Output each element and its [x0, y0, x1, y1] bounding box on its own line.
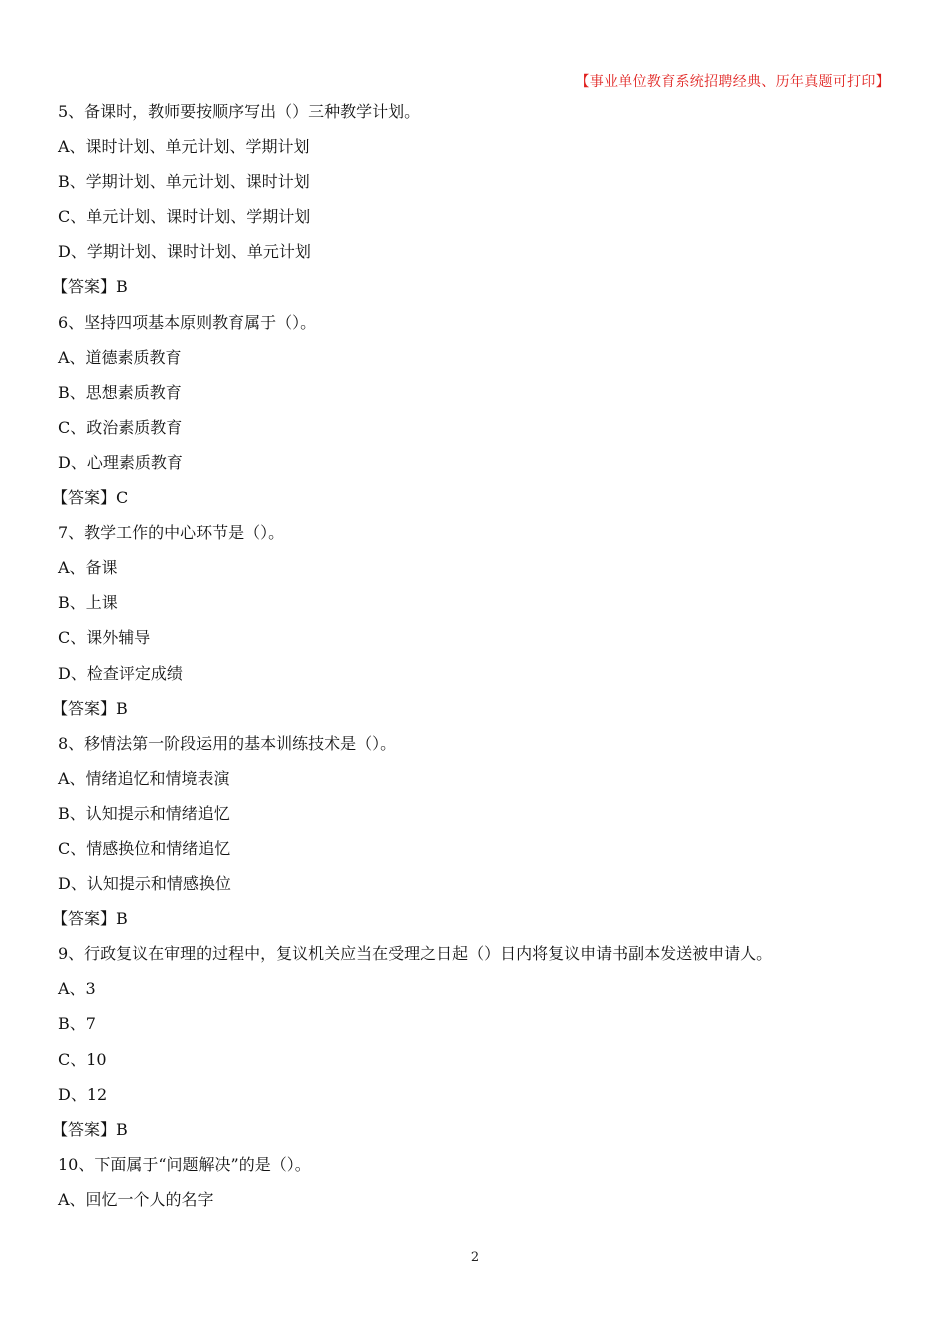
question-8-option-c: C、情感换位和情绪追忆: [58, 838, 231, 858]
question-8-option-b: B、认知提示和情绪追忆: [58, 803, 230, 823]
question-7-option-c: C、课外辅导: [58, 628, 151, 648]
question-8-answer: 【答案】B: [52, 909, 128, 929]
question-5-stem: 5、备课时，教师要按顺序写出（）三种教学计划。: [58, 102, 421, 121]
question-list: [52, 98, 898, 1221]
question-6-option-d: D、心理素质教育: [58, 452, 183, 472]
question-7-option-a: A、备课: [58, 558, 118, 578]
question-6-option-b: B、思想素质教育: [58, 382, 182, 402]
question-9-option-a: A、3: [58, 979, 96, 999]
question-5-answer: 【答案】B: [52, 277, 128, 297]
question-9-option-d: D、12: [58, 1084, 108, 1104]
question-10-stem: 10、下面属于“问题解决”的是（）。: [58, 1154, 311, 1174]
question-6-stem: 6、坚持四项基本原则教育属于（）。: [58, 312, 317, 332]
question-5-option-c: C、单元计划、课时计划、学期计划: [58, 207, 311, 227]
question-5-option-a: A、课时计划、单元计划、学期计划: [58, 137, 310, 157]
question-9-option-c: C、10: [58, 1049, 107, 1069]
header-note: 【事业单位教育系统招聘经典、历年真题可打印】: [575, 74, 890, 90]
question-7-option-b: B、上课: [58, 593, 118, 613]
question-8-option-a: A、情绪追忆和情境表演: [58, 768, 230, 788]
question-5-option-d: D、学期计划、课时计划、单元计划: [58, 242, 311, 262]
question-9-answer: 【答案】B: [52, 1119, 128, 1139]
question-8-option-d: D、认知提示和情感换位: [58, 874, 231, 894]
question-5-option-b: B、学期计划、单元计划、课时计划: [58, 172, 310, 192]
question-7-answer: 【答案】B: [52, 698, 128, 718]
question-6-option-c: C、政治素质教育: [58, 417, 183, 437]
question-9-option-b: B、7: [58, 1014, 96, 1034]
question-7-stem: 7、教学工作的中心环节是（）。: [58, 523, 285, 543]
question-6-option-a: A、道德素质教育: [58, 347, 182, 367]
question-8-stem: 8、移情法第一阶段运用的基本训练技术是（）。: [58, 733, 397, 753]
page-number: 2: [470, 1250, 480, 1265]
question-7-option-d: D、检查评定成绩: [58, 663, 183, 683]
question-6-answer: 【答案】C: [52, 488, 129, 508]
question-9-stem: 9、行政复议在审理的过程中，复议机关应当在受理之日起（）日内将复议申请书副本发送被申请人。: [58, 944, 773, 964]
question-10-option-a: A、回忆一个人的名字: [58, 1189, 214, 1209]
